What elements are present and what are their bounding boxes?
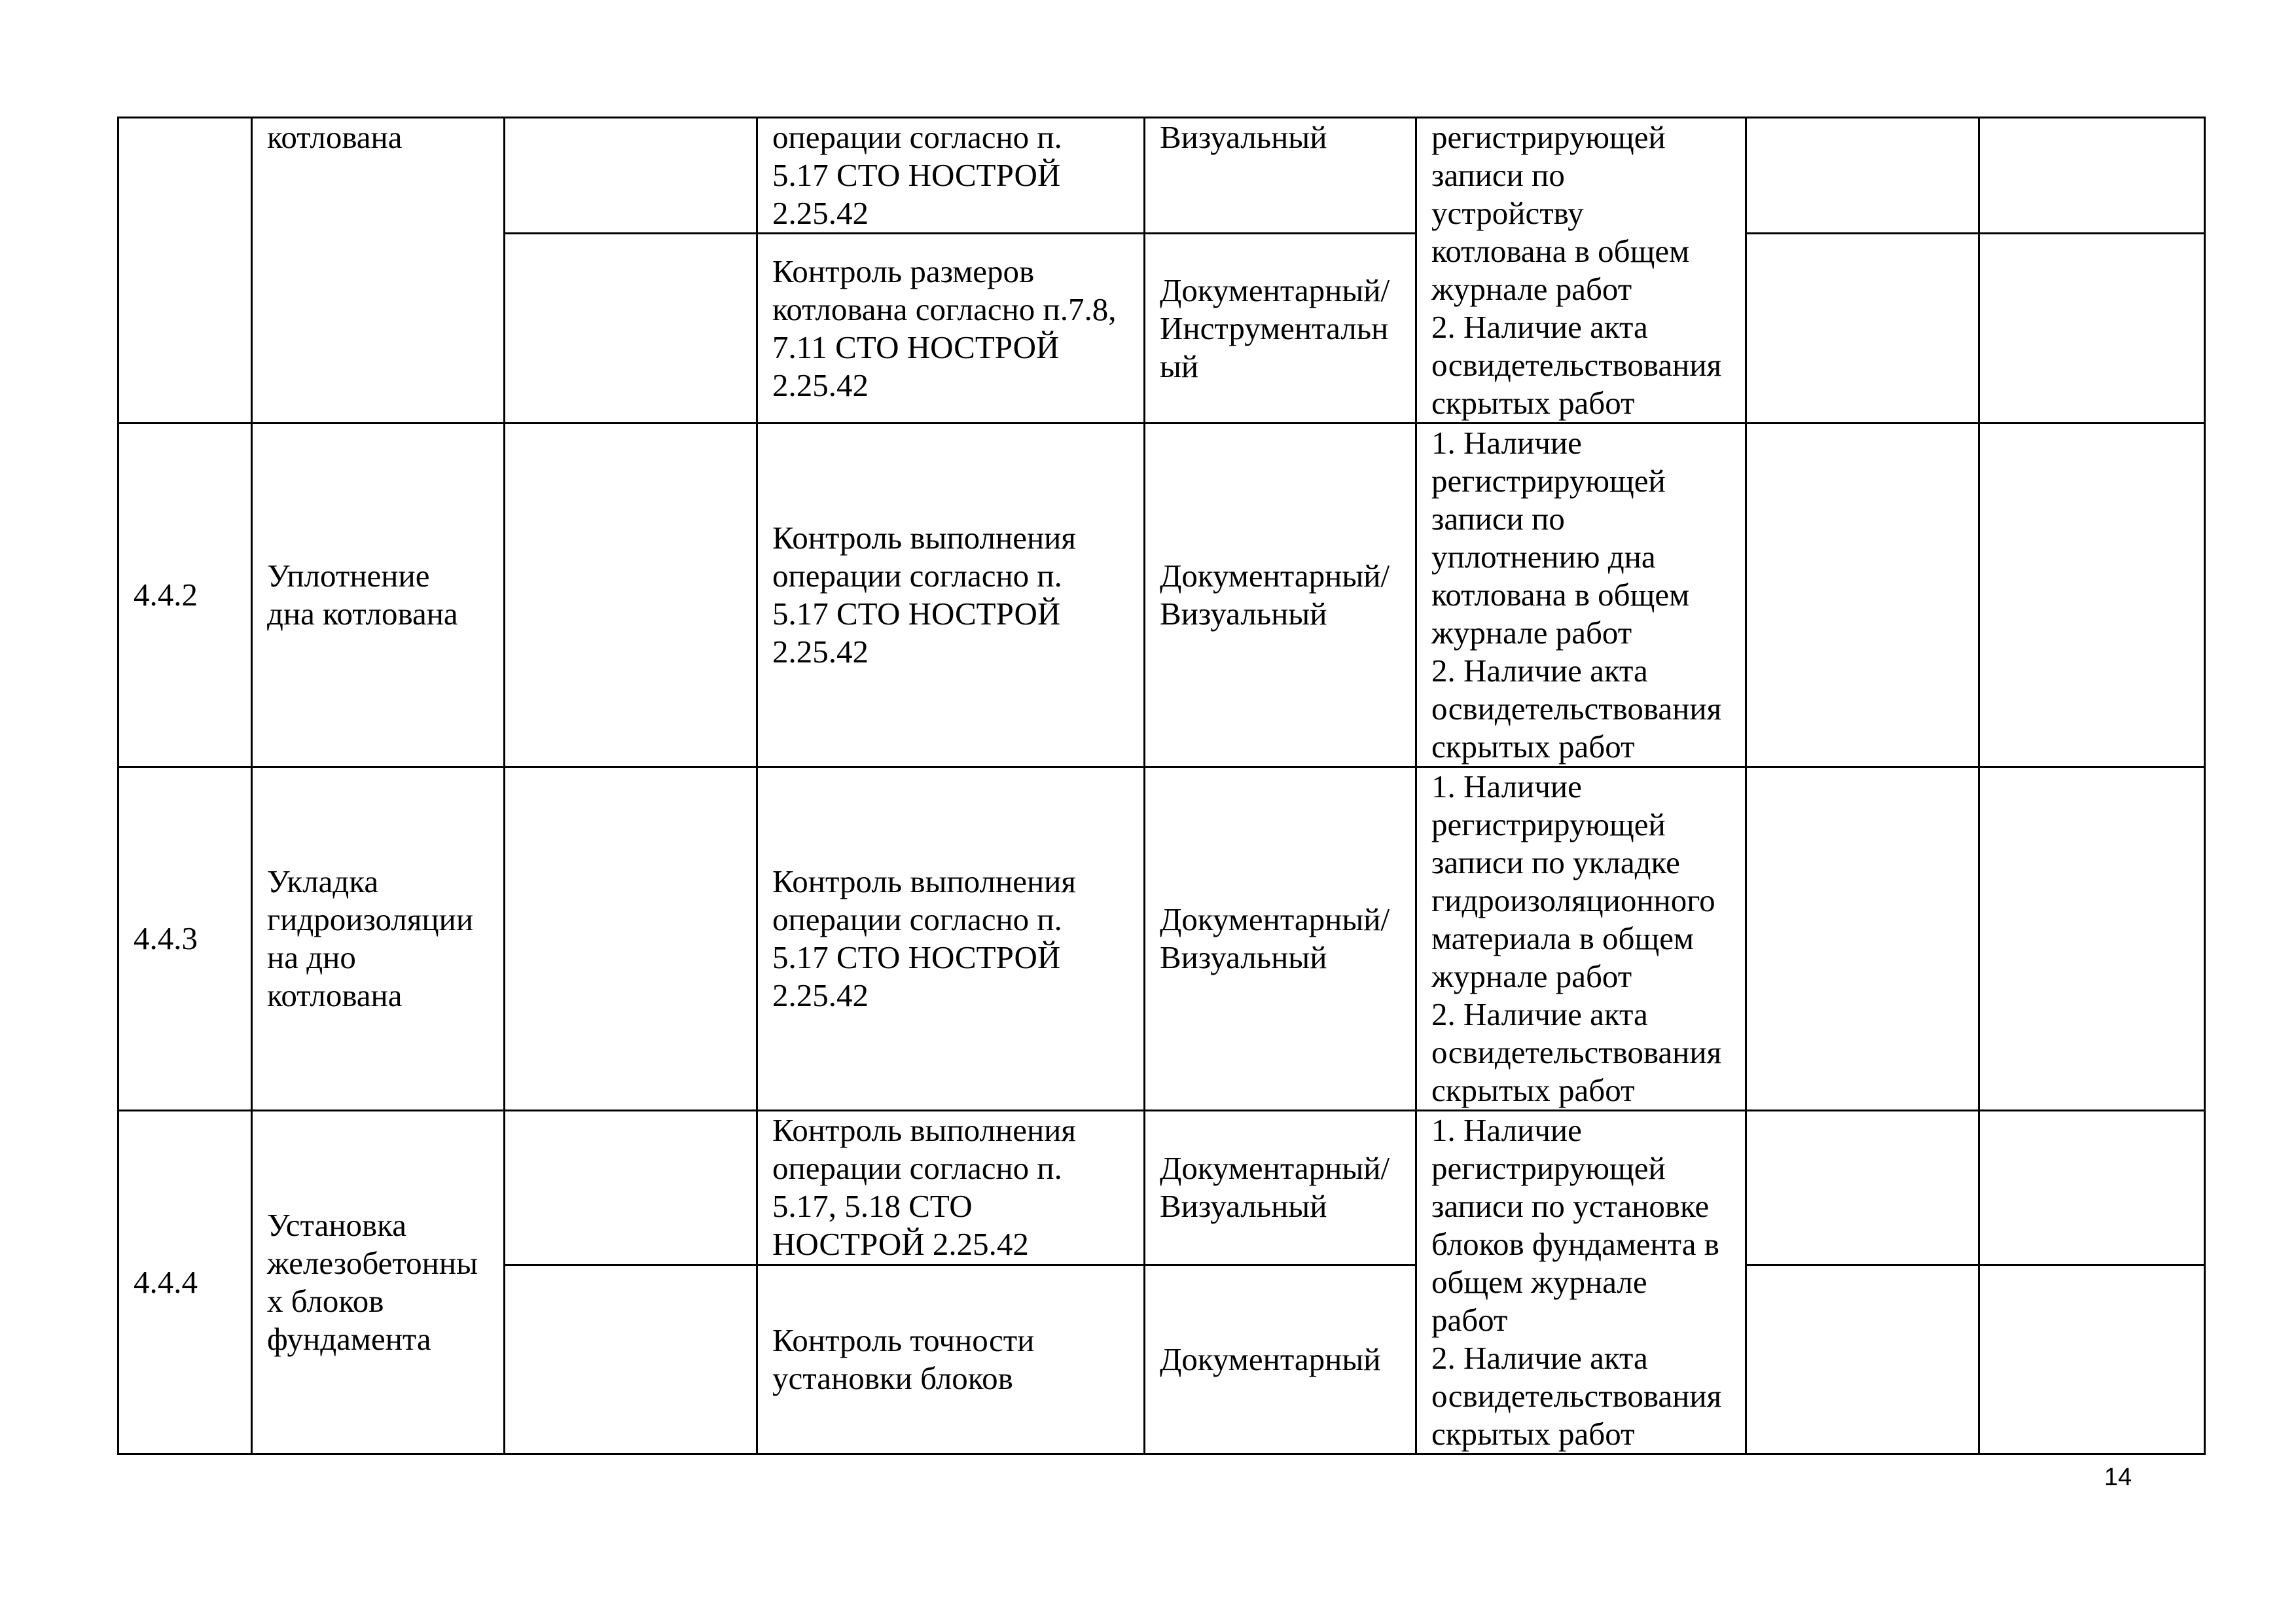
item-number-cell [118,118,252,424]
empty-cell [1979,234,2205,424]
empty-cell [1746,1111,1979,1265]
work-name-cell: котлована [252,118,505,424]
operation-cell: Контроль точности установки блоков [757,1265,1145,1454]
work-name-cell: Укладка гидроизоляции на дно котлована [252,767,505,1111]
control-method-cell: Документарный/ Визуальный [1145,424,1416,767]
empty-cell [1979,1265,2205,1454]
empty-cell [505,118,757,234]
operation-cell: Контроль выполнения операции согласно п. 5.17 СТО НОСТРОЙ 2.25.42 [757,424,1145,767]
documents-cell: 1. Наличие регистрирующей записи по укладке гидроизоляционного материала в общем журнале работ 2. Наличие акта освидетельствования скрытых работ [1416,767,1746,1111]
empty-cell [1746,424,1979,767]
control-method-cell: Документарный/ Визуальный [1145,767,1416,1111]
control-method-cell: Документарный/ Инструментальн ый [1145,234,1416,424]
control-method-cell: Документарный/ Визуальный [1145,1111,1416,1265]
empty-cell [1746,767,1979,1111]
table-row [118,424,2205,767]
empty-cell [1746,1265,1979,1454]
work-name-cell: Установка железобетонны х блоков фундамента [252,1111,505,1454]
documents-cell: 1. Наличие регистрирующей записи по установке блоков фундамента в общем журнале работ 2. Наличие акта освидетельствования скрытых работ [1416,1111,1746,1454]
control-method-cell: Документарный [1145,1265,1416,1454]
empty-cell [1979,1111,2205,1265]
empty-cell [505,1265,757,1454]
item-number-cell: 4.4.3 [118,767,252,1111]
table-row [118,1111,2205,1265]
operation-cell: Контроль выполнения операции согласно п. 5.17 СТО НОСТРОЙ 2.25.42 [757,767,1145,1111]
empty-cell [1979,118,2205,234]
control-table [117,117,2206,1455]
operation-cell: Контроль размеров котлована согласно п.7.8, 7.11 СТО НОСТРОЙ 2.25.42 [757,234,1145,424]
empty-cell [1746,234,1979,424]
documents-cell: регистрирующей записи по устройству котлована в общем журнале работ 2. Наличие акта освидетельствования скрытых работ [1416,118,1746,424]
table-row [118,767,2205,1111]
empty-cell [505,1111,757,1265]
item-number-cell: 4.4.4 [118,1111,252,1454]
control-method-cell: Визуальный [1145,118,1416,234]
empty-cell [505,234,757,424]
empty-cell [1979,424,2205,767]
item-number-cell: 4.4.2 [118,424,252,767]
operation-cell: операции согласно п. 5.17 СТО НОСТРОЙ 2.25.42 [757,118,1145,234]
page-number: 14 [2104,1464,2132,1491]
empty-cell [505,767,757,1111]
documents-cell: 1. Наличие регистрирующей записи по уплотнению дна котлована в общем журнале работ 2. Наличие акта освидетельствования скрытых работ [1416,424,1746,767]
empty-cell [505,424,757,767]
operation-cell: Контроль выполнения операции согласно п. 5.17, 5.18 СТО НОСТРОЙ 2.25.42 [757,1111,1145,1265]
empty-cell [1746,118,1979,234]
work-name-cell: Уплотнение дна котлована [252,424,505,767]
empty-cell [1979,767,2205,1111]
table-row [118,118,2205,234]
